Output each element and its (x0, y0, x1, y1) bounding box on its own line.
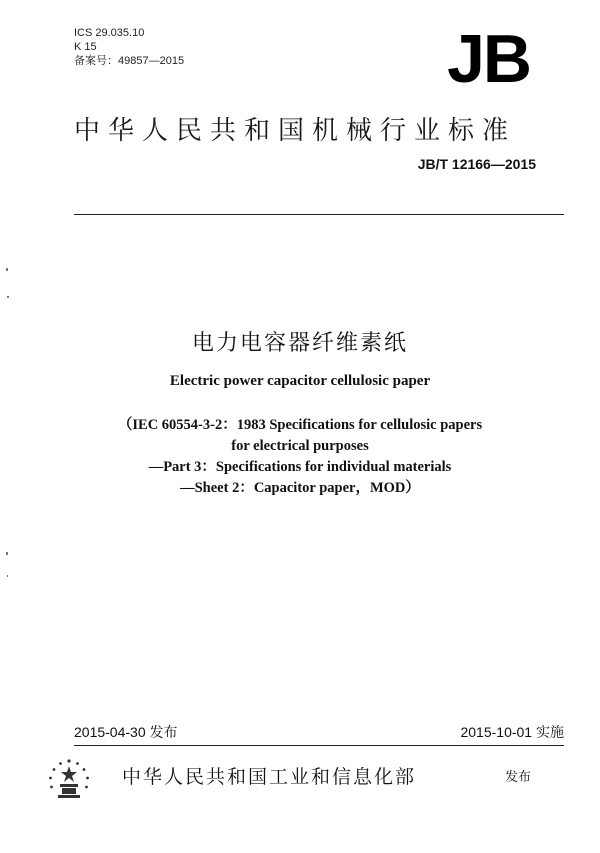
issuer-name: 中华人民共和国工业和信息化部 (122, 766, 417, 788)
standard-type: 中华人民共和国机械行业标准 (74, 116, 517, 146)
title-english: Electric power capacitor cellulosic paper (169, 373, 431, 389)
record-number: 备案号：49857—2015 (74, 55, 185, 67)
implementation-date: 2015-10-01 实施 (460, 724, 564, 740)
scan-speck (6, 268, 8, 271)
identity-line: （IEC 60554-3-2：1983 Specifications for cellulosic papers (117, 417, 483, 433)
bottom-divider (74, 745, 564, 746)
top-divider (74, 214, 564, 215)
scan-speck (6, 552, 8, 555)
ministry-emblem-icon (46, 757, 92, 803)
ccs-code: K 15 (74, 41, 97, 53)
scan-speck (7, 296, 9, 298)
issue-date: 2015-04-30 发布 (74, 724, 178, 740)
jb-logo: JB (447, 21, 530, 97)
ics-code: ICS 29.035.10 (74, 27, 145, 39)
identity-line: —Sheet 2：Capacitor paper，MOD） (180, 480, 420, 496)
scan-speck (7, 575, 8, 577)
identity-line: for electrical purposes (231, 438, 369, 454)
standard-number: JB/T 12166—2015 (417, 156, 536, 172)
title-chinese: 电力电容器纤维素纸 (191, 331, 408, 356)
issuer-suffix: 发布 (505, 770, 532, 785)
identity-line: —Part 3：Specifications for individual materials (148, 459, 452, 475)
